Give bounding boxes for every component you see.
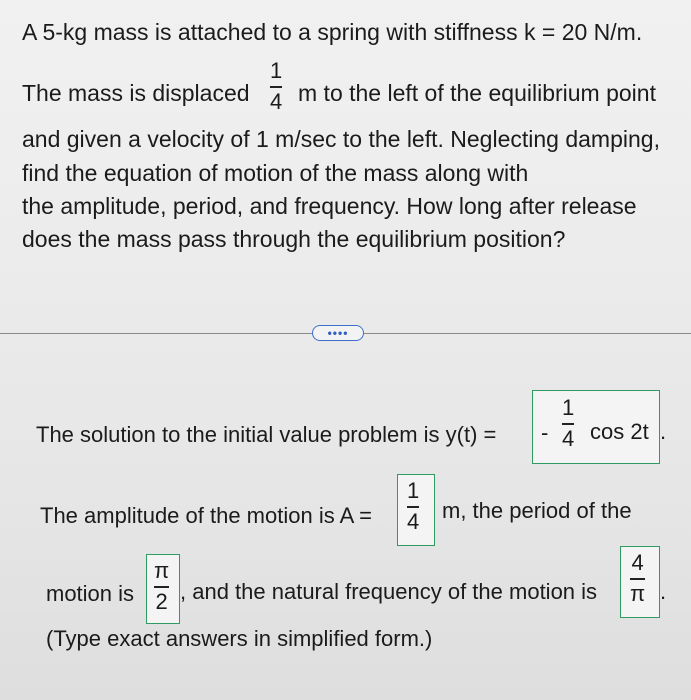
- question-line-5: the amplitude, period, and frequency. How long after release: [22, 193, 637, 219]
- frequency-label: , and the natural frequency of the motion is: [180, 579, 598, 604]
- amplitude-denominator: 4: [407, 509, 420, 534]
- period-label: motion is: [46, 581, 135, 606]
- ivp-minus-sign: -: [541, 420, 549, 445]
- frequency-denominator: π: [630, 581, 646, 606]
- displacement-numerator: 1: [270, 58, 283, 83]
- ivp-label: The solution to the initial value problem is y(t) =: [36, 422, 497, 447]
- fraction-bar: [630, 578, 645, 580]
- ivp-function: cos 2t: [590, 419, 649, 444]
- question-line-1: A 5-kg mass is attached to a spring with stiffness k = 20 N/m.: [22, 19, 643, 45]
- ivp-denominator: 4: [562, 426, 575, 451]
- fraction-bar: [270, 86, 282, 88]
- question-line-6: does the mass pass through the equilibrium position?: [22, 226, 566, 252]
- amplitude-after-text: m, the period of the: [442, 498, 632, 523]
- question-line-4: find the equation of motion of the mass along with: [22, 160, 529, 186]
- ivp-fraction: [562, 397, 574, 450]
- fraction-bar: [154, 586, 169, 588]
- question-line-2-end: m to the left of the equilibrium point: [298, 80, 656, 106]
- ivp-period-mark: .: [660, 419, 667, 444]
- amplitude-numerator: 1: [407, 478, 420, 503]
- period-numerator: π: [154, 558, 170, 583]
- displacement-fraction: [270, 60, 282, 113]
- amplitude-fraction: [407, 480, 419, 533]
- frequency-numerator: 4: [631, 550, 644, 575]
- period-denominator: 2: [155, 589, 168, 614]
- displacement-denominator: 4: [270, 89, 283, 114]
- fraction-bar: [407, 506, 419, 508]
- expand-more-button[interactable]: [312, 325, 364, 341]
- frequency-fraction: [630, 552, 645, 605]
- question-line-3: and given a velocity of 1 m/sec to the left. Neglecting damping,: [22, 126, 660, 152]
- answer-format-hint: (Type exact answers in simplified form.): [46, 626, 433, 651]
- period-fraction: [154, 560, 169, 613]
- question-line-2-start: The mass is displaced: [22, 80, 250, 106]
- more-dots: ••••: [327, 326, 349, 340]
- amplitude-label: The amplitude of the motion is A =: [40, 503, 373, 528]
- ivp-numerator: 1: [562, 395, 575, 420]
- fraction-bar: [562, 423, 574, 425]
- frequency-period-mark: .: [660, 579, 667, 604]
